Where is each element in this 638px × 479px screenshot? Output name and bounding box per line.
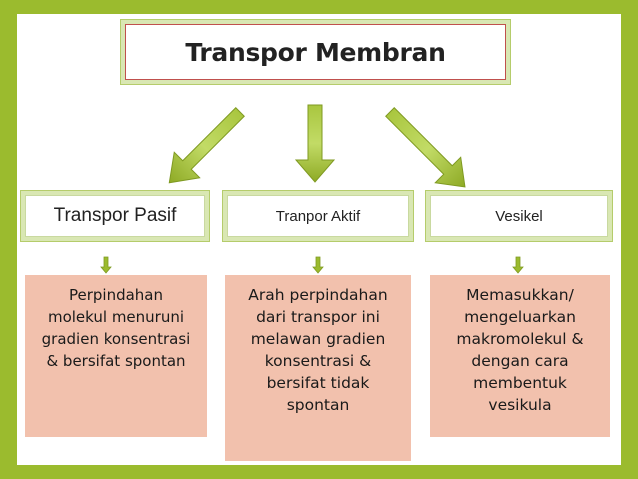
description-vesikel: Memasukkan/ mengeluarkan makromolekul & dengan cara membentuk vesikula: [430, 275, 610, 437]
description-transpor-pasif: Perpindahan molekul menuruni gradien konsentrasi & bersifat spontan: [25, 275, 207, 437]
heading-transpor-pasif: Transpor Pasif: [25, 195, 205, 237]
description-tranpor-aktif: Arah perpindahan dari transpor ini melawan gradien konsentrasi & bersifat tidak spontan: [225, 275, 411, 461]
heading-tranpor-aktif: Tranpor Aktif: [227, 195, 409, 237]
diagram-title: Transpor Membran: [185, 37, 446, 67]
title-box: [125, 24, 506, 80]
heading-vesikel: Vesikel: [430, 195, 608, 237]
